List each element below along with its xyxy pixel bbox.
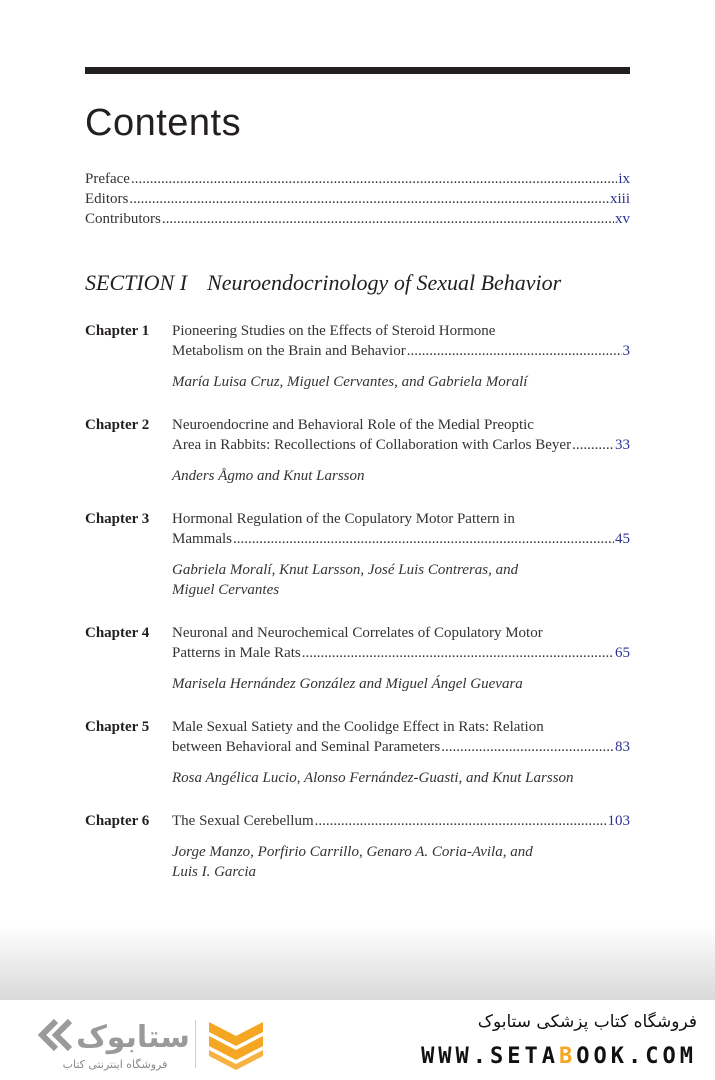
chapter-authors: Anders Ågmo and Knut Larsson [172,468,365,484]
chapter-label: Chapter 4 [85,625,150,641]
logo-divider [195,1020,196,1068]
leader-dots [572,437,614,454]
section-title: Neuroendocrinology of Sexual Behavior [207,270,562,295]
chapter-authors: Marisela Hernández González and Miguel Ángel Guevara [172,676,523,692]
chapter-title-line-with-page [172,343,630,360]
store-name: فروشگاه کتاب پزشکی ستابوک [477,1012,697,1032]
chapter-page-number[interactable]: 65 [615,645,630,661]
chapter-authors: María Luisa Cruz, Miguel Cervantes, and Gabriela Moralí [172,374,528,390]
chapter-label: Chapter 1 [85,323,150,339]
url-accent-letter: B [559,1044,577,1069]
leader-dots [407,343,622,360]
chapter-page-number[interactable]: 103 [607,813,630,829]
chapter-title-line: Patterns in Male Rats [172,645,301,661]
toc-entry-editors [85,191,630,211]
leader-dots [129,191,609,208]
logo-word: ستابوک [76,1020,188,1055]
chapter-page-number[interactable]: 83 [615,739,630,755]
chapter-authors: Jorge Manzo, Porfirio Carrillo, Genaro A. Coria-Avila, and [172,844,533,860]
leader-dots [131,171,617,188]
store-url[interactable] [421,1044,697,1069]
chapter-label: Chapter 5 [85,719,150,735]
toc-label: Contributors [85,211,161,227]
leader-dots [302,645,614,662]
chapter-authors: Gabriela Moralí, Knut Larsson, José Luis Contreras, and [172,562,519,578]
page-title: Contents [85,102,242,144]
section-number: SECTION I [85,270,188,295]
chapter-title-line: Pioneering Studies on the Effects of Steroid Hormone [172,323,496,339]
chapter-title-line: Male Sexual Satiety and the Coolidge Effect in Rats: Relation [172,719,544,735]
chapter-title-line-with-page [172,531,630,548]
chapter-page-number[interactable]: 3 [622,343,630,359]
chapter-title-line: Area in Rabbits: Recollections of Collaboration with Carlos Beyer [172,437,572,453]
chapter-title-line: Neuronal and Neurochemical Correlates of Copulatory Motor [172,625,543,641]
toc-label: Editors [85,191,129,207]
section-heading [85,270,561,296]
chapter-authors: Luis I. Garcia [172,864,257,880]
logo-tagline: فروشگاه اینترنتی کتاب [62,1058,168,1071]
chapter-label: Chapter 3 [85,511,150,527]
chapter-page-number[interactable]: 45 [615,531,630,547]
url-part: OOK.COM [576,1044,697,1069]
footer-fade [0,925,715,1000]
setabook-logo [38,1015,188,1062]
chapter-title-line: between Behavioral and Seminal Parameters [172,739,441,755]
chapter-title-line: The Sexual Cerebellum [172,813,314,829]
toc-page-number[interactable]: ix [618,171,630,187]
chapter-title-line: Hormonal Regulation of the Copulatory Motor Pattern in [172,511,515,527]
logo-wordmark-icon [38,1015,188,1057]
chapter-page-number[interactable]: 33 [615,437,630,453]
chapter-authors: Rosa Angélica Lucio, Alonso Fernández-Guasti, and Knut Larsson [172,770,574,786]
leader-dots [233,531,614,548]
chapter-title-line-with-page [172,813,630,830]
url-part: WWW.SETA [421,1044,560,1069]
toc-label: Preface [85,171,130,187]
toc-entry-contributors [85,211,630,231]
chapter-authors: Miguel Cervantes [172,582,280,598]
leader-dots [315,813,607,830]
chapter-title-line: Mammals [172,531,232,547]
chapter-label: Chapter 6 [85,813,150,829]
leader-dots [162,211,614,228]
chapter-title-line: Metabolism on the Brain and Behavior [172,343,406,359]
toc-page-number[interactable]: xiii [609,191,630,207]
chapter-label: Chapter 2 [85,417,150,433]
chapter-title-line: Neuroendocrine and Behavioral Role of the Medial Preoptic [172,417,534,433]
top-rule [85,67,630,74]
chapter-title-line-with-page [172,739,630,756]
chapter-title-line-with-page [172,645,630,662]
chapter-title-line-with-page [172,437,630,454]
toc-page-number[interactable]: xv [615,211,630,227]
toc-entry-preface [85,171,630,191]
leader-dots [441,739,614,756]
book-chevron-icon [205,1018,267,1075]
